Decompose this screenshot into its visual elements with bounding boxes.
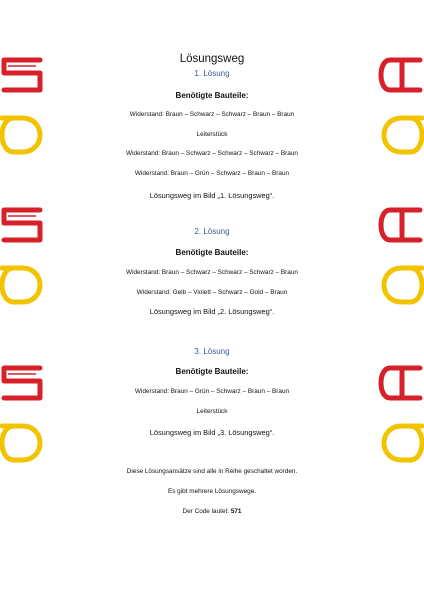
page-title: Lösungsweg [179, 53, 245, 65]
solution-1-line-3: Widerstand: Braun – Schwarz – Schwarz – Schwarz – Braun [126, 150, 298, 157]
code-label: Der Code lautet: [182, 508, 231, 515]
solution-1-heading: 1. Lösung [194, 69, 230, 78]
footer-note-series: Diese Lösungsansätze sind alle in Reihe geschaltet worden. [126, 468, 298, 475]
solution-1-parts-heading: Benötigte Bauteile: [175, 91, 249, 100]
solution-3-parts-heading: Benötigte Bauteile: [175, 367, 249, 376]
footer-note-multiple: Es gibt mehrere Lösungswege. [167, 488, 257, 495]
solution-2-heading: 2. Lösung [194, 227, 230, 236]
right-ornament-icon [368, 0, 424, 600]
code-line [58, 508, 366, 516]
solution-1-path-note: Lösungsweg im Bild „1. Lösungsweg“. [149, 191, 275, 200]
code-value: 571 [230, 508, 242, 515]
solution-3-line-1: Widerstand: Braun – Grün – Schwarz – Braun – Braun [134, 388, 290, 395]
solution-2-path-note: Lösungsweg im Bild „2. Lösungsweg“. [149, 307, 275, 316]
solution-2-line-2: Widerstand: Gelb – Violett – Schwarz – Gold – Braun [136, 289, 288, 296]
solution-1-line-2: Leiterstück [196, 131, 228, 138]
solution-3-line-2: Leiterstück [196, 408, 228, 415]
solution-3-path-note: Lösungsweg im Bild „3. Lösungsweg“. [149, 428, 275, 437]
solution-1-line-4: Widerstand: Braun – Grün – Schwarz – Braun – Braun [134, 170, 290, 177]
solution-2-line-1: Widerstand: Braun – Schwarz – Schwarz – Schwarz – Braun [126, 269, 298, 276]
solution-2-parts-heading: Benötigte Bauteile: [175, 248, 249, 257]
solution-3-heading: 3. Lösung [194, 347, 230, 356]
left-ornament-icon [0, 0, 56, 600]
solution-1-line-1: Widerstand: Braun – Schwarz – Schwarz – Braun – Braun [129, 111, 295, 118]
